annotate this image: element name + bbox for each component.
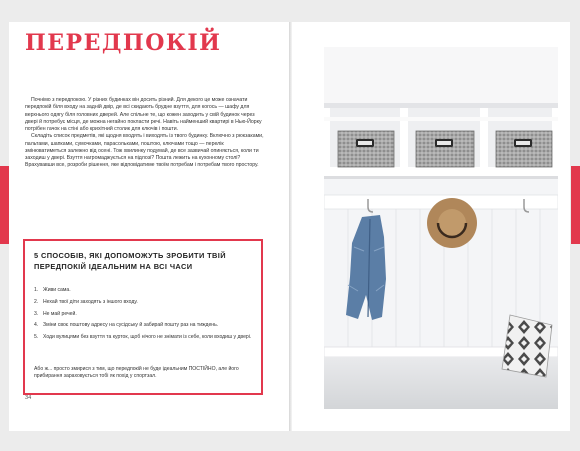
- basket: [496, 131, 552, 167]
- tips-outro: Або ж... просто змирися з тим, що передпокій не буде ідеальним ПОСТІЙНО, але його прибирання зараховується тобі як похід у спортзал.: [34, 366, 239, 380]
- list-item: [34, 287, 254, 294]
- list-text: Ходи вулицями без взуття та курток, щоб нічого не знімати із себе, коли входиш у двері.: [43, 334, 252, 341]
- list-number: 3.: [34, 310, 39, 317]
- tips-list: [34, 287, 254, 346]
- page-number: 34: [25, 395, 32, 401]
- tips-title: 5 СПОСОБІВ, ЯКІ ДОПОМОЖУТЬ ЗРОБИТИ ТВІЙ ПЕРЕДПОКІЙ ІДЕАЛЬНИМ НА ВСІ ЧАСИ: [34, 251, 226, 271]
- pillow: [502, 315, 552, 377]
- left-edge-tab: [0, 166, 9, 244]
- right-edge-tab: [571, 166, 580, 244]
- list-item: [34, 299, 254, 306]
- list-number: 2.: [34, 298, 39, 305]
- list-item: [34, 311, 254, 318]
- basket: [416, 131, 474, 167]
- list-text: Нехай твої діти заходять з іншого входу.: [43, 298, 138, 305]
- list-item: [34, 322, 254, 329]
- tips-box: [23, 239, 263, 395]
- list-text: Живи сама.: [43, 287, 71, 293]
- list-text: Не май речей.: [43, 310, 77, 317]
- top-shelf: [324, 47, 558, 105]
- book-spine: [289, 22, 292, 431]
- hat: [427, 198, 477, 248]
- body-paragraph: Почнімо з передпокою. У різних будинках він досить різний. Для декого це може означати передпокій біля входу на задній двір, де всі скидають брудне взуття, для когось — шафу для верхнього одягу біля головних дверей. Але спільне те, що кожен заходить у свій будинок через двері й потребує місця, де можна негайно покласти речі. Навіть найменший квартирі в Нью-Йорку потрібен гачок на стіні або крихітний столик для ключів і пошти.: [25, 97, 262, 132]
- list-text: Зміни своє поштову адресу на сусідську й забирай пошту раз на тиждень.: [43, 322, 219, 329]
- list-number: 5.: [34, 334, 39, 341]
- basket: [338, 131, 394, 167]
- list-number: 4.: [34, 322, 39, 329]
- list-item: [34, 334, 254, 341]
- body-paragraph: Складіть список предметів, які щодня входять і виходять із твого будинку. Включно з рюкзаками, пальтами, шапками, сумочками, парасольками, поштою, ключами тощо — перелік змінюватиметься залежно від осені. Тож хвилинку подумай, де все зазвичай опиняється, коли ти заходиш у двері. Взуття нагромаджується на підлозі? Пошта лежить на кухонному столі? Врахувавши все, розроби рішення, яке відповідатиме твоїм потребам і потребам твого простору.: [25, 133, 264, 169]
- body-text: [25, 97, 265, 170]
- entryway-photo: [324, 47, 558, 409]
- list-number: 1.: [34, 287, 39, 293]
- page-title: ПЕРЕДПОКІЙ: [25, 30, 222, 56]
